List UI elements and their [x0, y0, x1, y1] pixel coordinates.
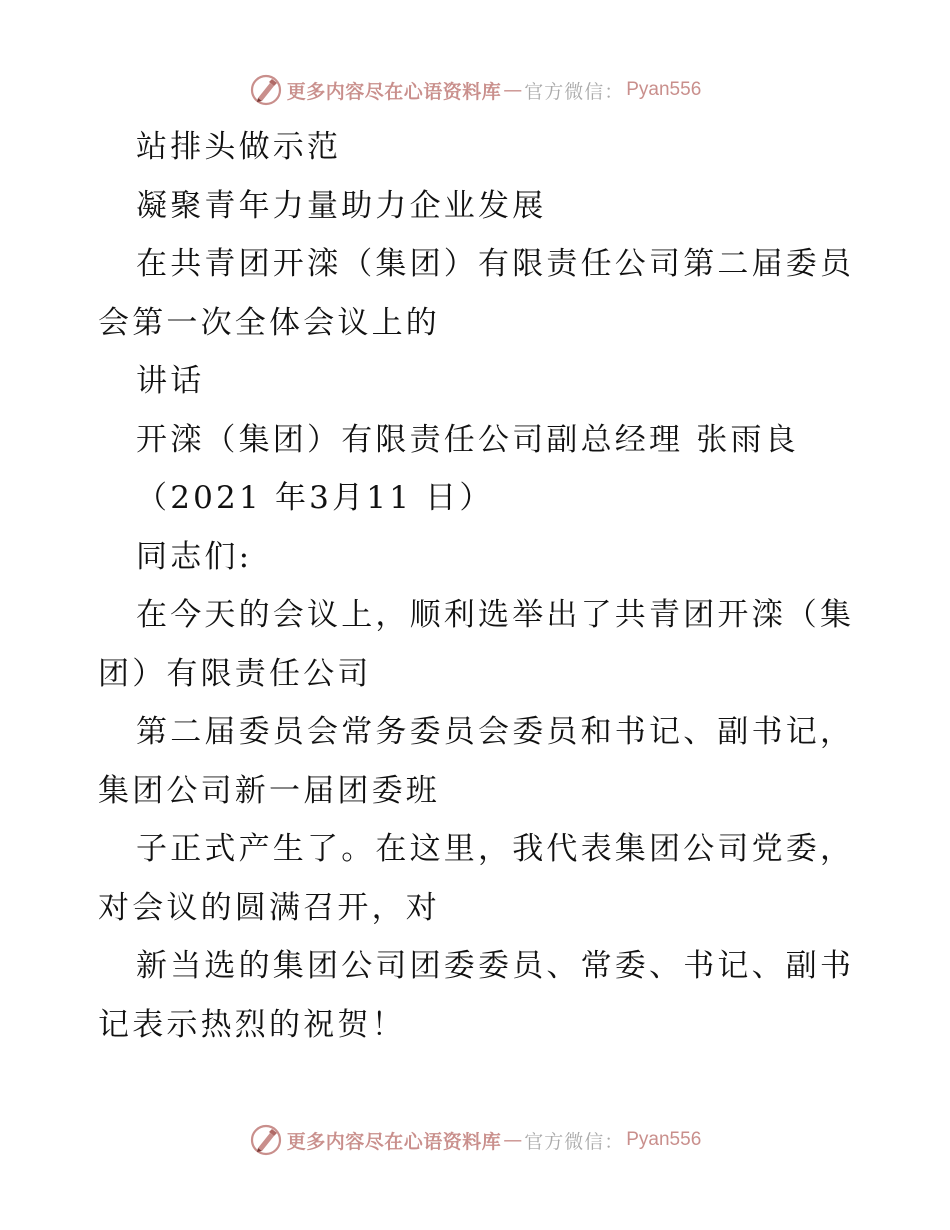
text-line: 第二届委员会常务委员会委员和书记、副书记， [136, 714, 855, 750]
watermark-dash: — [503, 1129, 523, 1151]
text-line: 在共青团开滦（集团）有限责任公司第二届委员 [136, 246, 855, 282]
pen-logo-icon [249, 73, 283, 107]
text-line: 开滦（集团）有限责任公司副总经理 张雨良 [136, 421, 799, 458]
text-line: 集团公司新一届团委班 [98, 772, 440, 809]
text-line: 记表示热烈的祝贺！ [98, 1006, 406, 1043]
watermark-wechat-id: Pyan556 [626, 79, 702, 100]
watermark-wechat-label: 官方微信： [524, 80, 625, 103]
text-line: 团）有限责任公司 [98, 655, 372, 692]
pen-logo-icon [249, 1123, 283, 1157]
watermark-wechat-id: Pyan556 [626, 1129, 702, 1150]
text-line: 子正式产生了。在这里，我代表集团公司党委， [136, 831, 855, 867]
text-line: 会第一次全体会议上的 [98, 304, 440, 341]
text-line: 同志们: [136, 538, 253, 575]
watermark-title: 更多内容尽在心语资料库 [286, 80, 502, 103]
header-watermark [0, 70, 950, 110]
footer-watermark [0, 1120, 950, 1160]
text-line: 新当选的集团公司团委委员、常委、书记、副书 [136, 948, 855, 984]
text-line: 讲话 [136, 363, 205, 399]
text-line: 凝聚青年力量助力企业发展 [136, 187, 547, 224]
text-line: （2021 年3月11 日） [136, 480, 494, 516]
watermark-wechat-label: 官方微信： [524, 1130, 625, 1153]
watermark-dash: — [503, 79, 523, 101]
document-body [98, 118, 858, 1054]
watermark-title: 更多内容尽在心语资料库 [286, 1130, 502, 1153]
text-line: 对会议的圆满召开，对 [98, 889, 440, 926]
text-line: 站排头做示范 [136, 129, 342, 165]
text-line: 在今天的会议上，顺利选举出了共青团开滦（集 [136, 597, 855, 633]
